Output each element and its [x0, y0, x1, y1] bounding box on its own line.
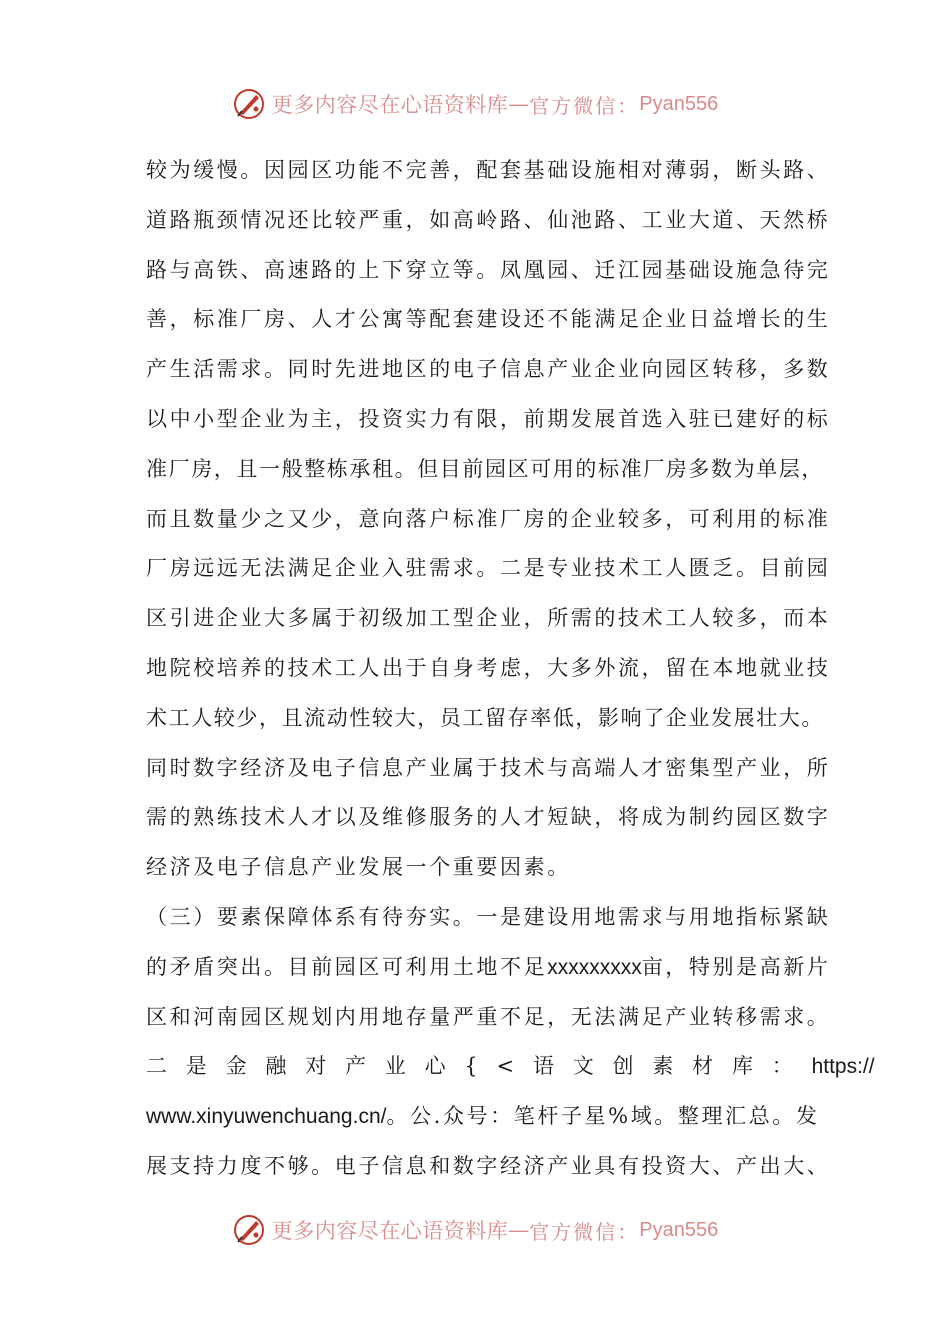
body-line: 善，标准厂房、人才公寓等配套建设还不能满足企业日益增长的生	[146, 307, 831, 332]
body-line: 地院校培养的技术工人出于自身考虑，大多外流，留在本地就业技	[146, 655, 831, 680]
body-line	[146, 1092, 826, 1142]
watermark-url: https://	[811, 1055, 875, 1079]
body-line: 路与高铁、高速路的上下穿立等。凤凰园、迁江园基础设施急待完	[146, 257, 831, 282]
body-line: 术工人较少，且流动性较大，员工留存率低，影响了企业发展壮大。	[146, 705, 824, 730]
watermark-url: www.xinyuwenchuang.cn/	[146, 1105, 387, 1129]
header-dash: —	[508, 92, 530, 116]
placeholder-figure: xxxxxxxxx	[547, 955, 642, 979]
header-site-name: 更多内容尽在心语资料库	[271, 93, 509, 117]
line-text: 亩，特别是高新片	[641, 954, 831, 979]
body-line: 以中小型企业为主，投资实力有限，前期发展首选入驻已建好的标	[146, 406, 831, 431]
footer-dash: —	[508, 1218, 530, 1242]
body-line	[146, 1042, 875, 1092]
body-line	[146, 943, 831, 993]
quill-logo-icon	[232, 87, 266, 121]
body-line: 准厂房，且一般整栋承租。但目前园区可用的标准厂房多数为单层，	[146, 456, 824, 481]
body-line: 经济及电子信息产业发展一个重要因素。	[146, 855, 571, 880]
header-wechat-label: 官方微信：	[529, 93, 640, 118]
document-body	[146, 146, 875, 1192]
body-line: 需的熟练技术人才以及维修服务的人才短缺，将成为制约园区数字	[146, 805, 831, 830]
footer-banner	[0, 1210, 950, 1250]
line-text: 的矛盾突出。目前园区可利用土地不足	[146, 954, 548, 979]
footer-site-name: 更多内容尽在心语资料库	[271, 1219, 509, 1243]
footer-wechat-id: Pyan556	[639, 1218, 719, 1241]
body-line: 区引进企业大多属于初级加工型企业，所需的技术工人较多，而本	[146, 606, 831, 631]
line-text: 二是金融对产业心{<语文创素材库：	[146, 1054, 812, 1079]
footer-wechat-label: 官方微信：	[529, 1219, 640, 1244]
body-line: 厂房远远无法满足企业入驻需求。二是专业技术工人匮乏。目前园	[146, 556, 831, 581]
body-line: 而且数量少之又少，意向落户标准厂房的企业较多，可利用的标准	[146, 506, 831, 531]
body-line: 区和河南园区规划内用地存量严重不足，无法满足产业转移需求。	[146, 1004, 831, 1029]
quill-logo-icon	[232, 1213, 266, 1247]
body-line: 同时数字经济及电子信息产业属于技术与高端人才密集型产业，所	[146, 755, 831, 780]
header-banner	[0, 84, 950, 124]
body-line: 展支持力度不够。电子信息和数字经济产业具有投资大、产出大、	[146, 1153, 831, 1178]
body-line: 较为缓慢。因园区功能不完善，配套基础设施相对薄弱，断头路、	[146, 158, 831, 182]
line-text: 。公.众号：笔杆子星%域。整理汇总。发	[386, 1104, 820, 1129]
body-line: 道路瓶颈情况还比较严重，如高岭路、仙池路、工业大道、天然桥	[146, 207, 831, 232]
section-heading-line: （三）要素保障体系有待夯实。一是建设用地需求与用地指标紧缺	[146, 904, 831, 929]
header-wechat-id: Pyan556	[639, 92, 719, 115]
body-line: 产生活需求。同时先进地区的电子信息产业企业向园区转移，多数	[146, 357, 831, 382]
